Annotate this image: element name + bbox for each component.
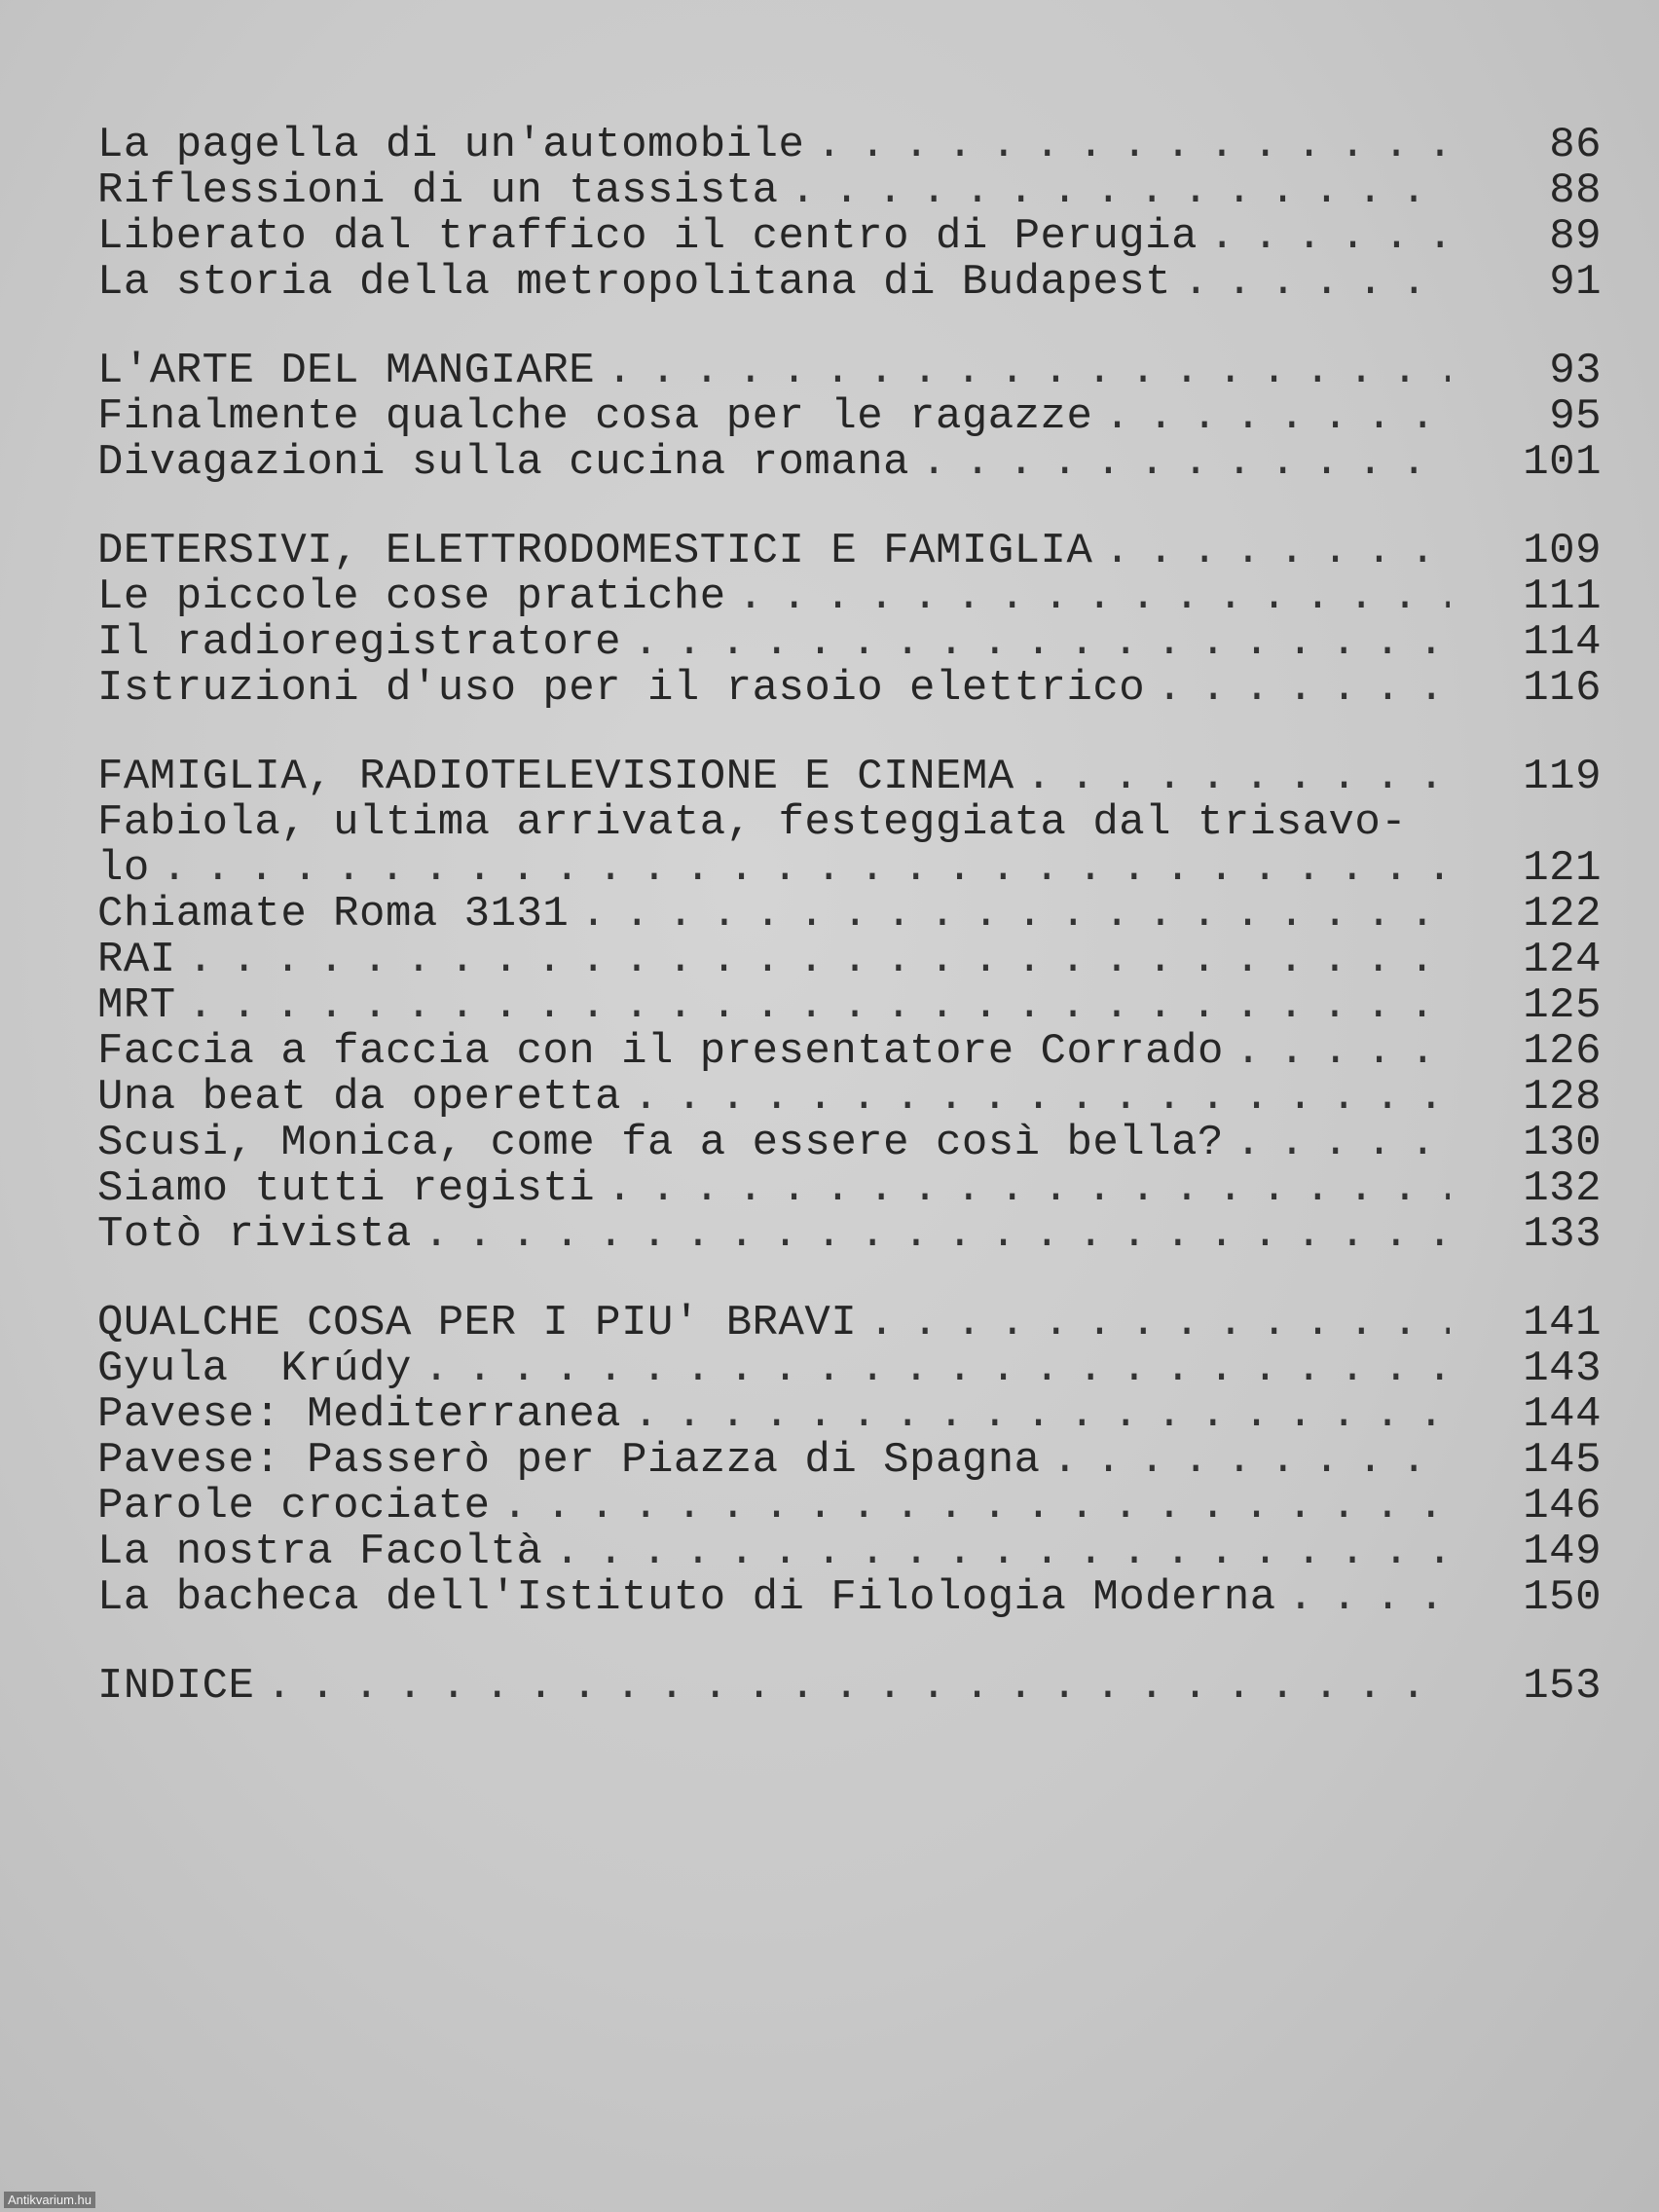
toc-entry-title: Totò rivista <box>97 1210 412 1259</box>
toc-entry-title: Faccia a faccia con il presentatore Corrado <box>97 1027 1224 1076</box>
toc-entry-page: 111 <box>1523 572 1602 621</box>
toc-entry-title: QUALCHE COSA PER I PIU' BRAVI <box>97 1299 858 1347</box>
toc-entry <box>97 1438 1602 1484</box>
toc-entry-page: 119 <box>1523 753 1602 801</box>
toc-entry <box>97 983 1602 1029</box>
toc-entry-page: 144 <box>1523 1390 1602 1439</box>
dot-leader <box>1052 1438 1450 1484</box>
toc-entry-page: 125 <box>1523 981 1602 1030</box>
dot-leader <box>633 620 1450 666</box>
toc-entry-title: L'ARTE DEL MANGIARE <box>97 347 596 395</box>
dot-leader <box>816 123 1450 168</box>
dot-leader <box>424 1212 1450 1258</box>
dot-leader <box>1209 214 1450 260</box>
toc-entry-title: La pagella di un'automobile <box>97 121 805 169</box>
dot-leader <box>738 574 1450 620</box>
toc-entry-page: 122 <box>1523 890 1602 939</box>
toc-entry-page: 143 <box>1523 1345 1602 1393</box>
toc-entry-page: 109 <box>1523 527 1602 575</box>
dot-leader <box>1104 529 1450 574</box>
toc-entry-title: Scusi, Monica, come fa a essere così bella? <box>97 1119 1224 1167</box>
toc-entry-page: 88 <box>1549 166 1602 215</box>
toc-entry <box>97 666 1602 712</box>
toc-entry-page: 130 <box>1523 1119 1602 1167</box>
toc-entry-title: lo <box>97 844 150 893</box>
toc-entry-title: Fabiola, ultima arrivata, festeggiata dal trisavo- <box>97 798 1408 847</box>
toc-entry-title: Parole crociate <box>97 1482 491 1530</box>
dot-leader <box>791 168 1450 214</box>
dot-leader <box>188 938 1450 983</box>
dot-leader <box>162 846 1450 892</box>
toc-entry <box>97 574 1602 620</box>
toc-entry <box>97 846 1602 892</box>
toc-entry-page: 128 <box>1523 1073 1602 1122</box>
toc-section-index <box>97 1664 1602 1710</box>
dot-leader <box>607 1166 1450 1212</box>
toc-entry <box>97 620 1602 666</box>
dot-leader <box>1183 260 1450 306</box>
toc-entry-title: Pavese: Passerò per Piazza di Spagna <box>97 1436 1041 1485</box>
dot-leader <box>1288 1575 1450 1621</box>
toc-entry-title: Riflessioni di un tassista <box>97 166 779 215</box>
toc-entry-page: 153 <box>1523 1662 1602 1711</box>
toc-entry-title: Divagazioni sulla cucina romana <box>97 438 910 487</box>
toc-entry-title: Il radioregistratore <box>97 618 622 667</box>
toc-entry-title: Istruzioni d'uso per il rasoio elettrico <box>97 664 1146 713</box>
toc-entry <box>97 1346 1602 1392</box>
dot-leader <box>607 349 1450 394</box>
toc-section-media <box>97 755 1602 1258</box>
toc-entry-title: Chiamate Roma 3131 <box>97 890 570 939</box>
toc-entry <box>97 123 1602 168</box>
toc-entry-title: INDICE <box>97 1662 255 1711</box>
dot-leader <box>868 1301 1450 1346</box>
dot-leader <box>554 1530 1450 1575</box>
toc-section-food <box>97 349 1602 486</box>
toc-entry-page: 91 <box>1549 258 1602 307</box>
toc-entry-page: 150 <box>1523 1573 1602 1622</box>
toc-entry-title: Gyula Krúdy <box>97 1345 412 1393</box>
toc-entry-page: 116 <box>1523 664 1602 713</box>
toc-entry-title: FAMIGLIA, RADIOTELEVISIONE E CINEMA <box>97 753 1014 801</box>
toc-entry-title: La nostra Facoltà <box>97 1528 543 1576</box>
watermark-label: Antikvarium.hu <box>4 2192 95 2208</box>
dot-leader <box>188 983 1450 1029</box>
toc-entry <box>97 1212 1602 1258</box>
toc-entry-heading <box>97 1664 1602 1710</box>
dot-leader <box>1235 1121 1450 1166</box>
toc-entry <box>97 440 1602 486</box>
toc-entry-heading <box>97 529 1602 574</box>
dot-leader <box>580 892 1450 938</box>
toc-entry <box>97 1530 1602 1575</box>
toc-entry-page: 141 <box>1523 1299 1602 1347</box>
toc-entry <box>97 1392 1602 1438</box>
toc-entry-heading <box>97 755 1602 800</box>
toc-entry <box>97 1166 1602 1212</box>
dot-leader <box>1235 1029 1450 1075</box>
toc-entry-title: La storia della metropolitana di Budapest <box>97 258 1172 307</box>
toc-entry-title: Finalmente qualche cosa per le ragazze <box>97 392 1093 441</box>
toc-entry <box>97 394 1602 440</box>
toc-entry <box>97 1575 1602 1621</box>
toc-entry-title: Liberato dal traffico il centro di Perugia <box>97 212 1198 261</box>
toc-entry-heading <box>97 349 1602 394</box>
dot-leader <box>1026 755 1450 800</box>
toc-entry-page: 124 <box>1523 936 1602 984</box>
toc-entry-page: 89 <box>1549 212 1602 261</box>
toc-entry-heading <box>97 1301 1602 1346</box>
toc-entry-page: 126 <box>1523 1027 1602 1076</box>
toc-entry-page: 146 <box>1523 1482 1602 1530</box>
toc-section-transport <box>97 123 1602 306</box>
toc-entry <box>97 1029 1602 1075</box>
toc-entry-title: RAI <box>97 936 176 984</box>
toc-entry-page: 93 <box>1549 347 1602 395</box>
toc-entry-title: La bacheca dell'Istituto di Filologia Moderna <box>97 1573 1276 1622</box>
toc-entry-page: 95 <box>1549 392 1602 441</box>
toc-entry <box>97 260 1602 306</box>
dot-leader <box>1157 666 1450 712</box>
toc-entry-page: 101 <box>1523 438 1602 487</box>
toc-entry <box>97 892 1602 938</box>
dot-leader <box>633 1075 1450 1121</box>
dot-leader <box>633 1392 1450 1438</box>
toc-entry-title: Pavese: Mediterranea <box>97 1390 622 1439</box>
toc-entry-title: MRT <box>97 981 176 1030</box>
toc-entry-title: DETERSIVI, ELETTRODOMESTICI E FAMIGLIA <box>97 527 1093 575</box>
toc-entry <box>97 1484 1602 1530</box>
toc-entry-page: 121 <box>1523 844 1602 893</box>
dot-leader <box>502 1484 1450 1530</box>
toc-entry <box>97 1121 1602 1166</box>
dot-leader <box>921 440 1450 486</box>
toc-entry-title: Una beat da operetta <box>97 1073 622 1122</box>
dot-leader <box>1104 394 1450 440</box>
table-of-contents <box>97 123 1602 1752</box>
toc-entry-page: 114 <box>1523 618 1602 667</box>
toc-entry <box>97 168 1602 214</box>
toc-entry-wrapped <box>97 800 1602 846</box>
toc-entry-title: Le piccole cose pratiche <box>97 572 726 621</box>
toc-entry-page: 86 <box>1549 121 1602 169</box>
toc-section-advanced <box>97 1301 1602 1621</box>
toc-entry-page: 145 <box>1523 1436 1602 1485</box>
toc-entry <box>97 1075 1602 1121</box>
dot-leader <box>266 1664 1450 1710</box>
toc-entry-page: 132 <box>1523 1164 1602 1213</box>
toc-section-appliances <box>97 529 1602 712</box>
toc-entry <box>97 214 1602 260</box>
toc-entry-page: 133 <box>1523 1210 1602 1259</box>
toc-entry-title: Siamo tutti registi <box>97 1164 596 1213</box>
toc-entry-page: 149 <box>1523 1528 1602 1576</box>
dot-leader <box>424 1346 1450 1392</box>
toc-entry <box>97 938 1602 983</box>
